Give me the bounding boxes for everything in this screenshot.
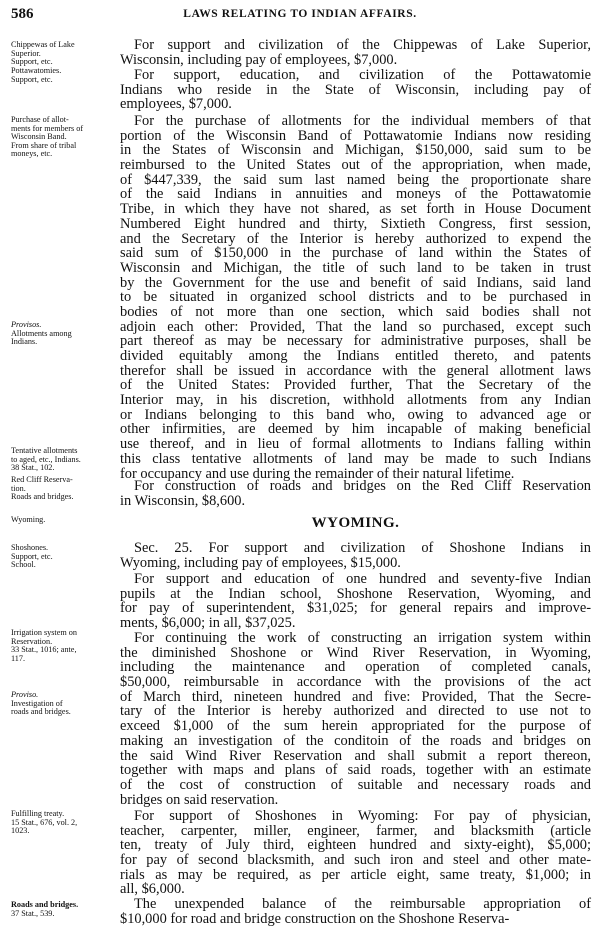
- paragraph-fulfilling-treaty: [120, 809, 591, 897]
- text-line: in Wisconsin, $8,600.: [120, 492, 246, 509]
- margin-note-line: Tentative allotments: [11, 446, 78, 455]
- paragraph-chippewas: [120, 38, 591, 67]
- text-line: the diminished Shoshone or Wind River Reservation, in Wyoming,: [120, 644, 591, 661]
- margin-note-line: Wyoming.: [11, 515, 46, 524]
- text-line: $10,000 for road and bridge construction on the Shoshone Reserva-: [120, 910, 510, 927]
- text-line: including the maintenance and operation of completed canals,: [120, 659, 591, 676]
- text-line: for occupancy and use during the remainder of their natural lifetime.: [120, 465, 515, 482]
- text-line: Wisconsin, including pay of employees, $7,000.: [120, 51, 398, 68]
- paragraph-irrigation: [120, 631, 591, 807]
- margin-note-line: 1023.: [11, 826, 30, 835]
- text-line: of March third, nineteen hundred and five: Provided, That the Secre-: [120, 688, 591, 705]
- margin-note-line: Purchase of allot-: [11, 115, 69, 124]
- text-line: in the States of Wisconsin and Michigan, $150,000, said sum to be: [120, 142, 591, 159]
- text-line: Numbered Eight hundred and thirty, Sixtieth Congress, first session,: [120, 215, 591, 232]
- text-line: this class tentative allotments of land may be made to such Indians: [120, 450, 591, 467]
- margin-note: [11, 41, 117, 67]
- text-line: other infirmities, are deemed by him incapable of making beneficial: [120, 421, 591, 438]
- text-line: teacher, carpenter, miller, engineer, farmer, and blacksmith (article: [120, 822, 591, 839]
- margin-note-line: Support, etc.: [11, 57, 53, 66]
- text-line: by the Government for the use and benefit of said Indians, said land: [120, 274, 591, 291]
- text-line: Tribe, in which they have not shared, as set forth in House Document: [120, 201, 591, 218]
- margin-note-line: 15 Stat., 676, vol. 2,: [11, 817, 78, 827]
- margin-note-line: Red Cliff Reserva-: [11, 475, 73, 484]
- text-line: therefor shall be issued in accordance with the general allotment laws: [120, 362, 591, 379]
- text-line: reimbursed to the United States out of the appropriation, when made,: [120, 157, 591, 174]
- text-line: making an investigation of the conditoin of the roads and bridges on: [120, 732, 591, 749]
- text-line: For support and civilization of the Chippewas of Lake Superior,: [134, 37, 591, 53]
- margin-note-line: 117.: [11, 653, 26, 663]
- paragraph-roads-bridges: [120, 897, 591, 926]
- text-line: together with maps and plans of said roads, together with an estimate: [120, 762, 591, 779]
- margin-note-line: Pottawatomies.: [11, 66, 62, 75]
- margin-note-heading: Proviso.: [11, 690, 39, 699]
- margin-note-line: tion.: [11, 483, 26, 493]
- text-line: pupils at the Indian school, Shoshone Reservation, Wyoming, and: [120, 585, 591, 602]
- margin-note-line: Support, etc.: [11, 551, 53, 561]
- margin-note: [11, 447, 117, 473]
- text-line: the said Wind River Reservation and shall submit a report thereon,: [120, 747, 591, 764]
- text-line: of $447,339, the said sum last named being the proportionate share: [120, 171, 591, 188]
- page-number: 586: [11, 6, 34, 22]
- margin-note-line: Investigation of: [11, 698, 63, 708]
- margin-note: [11, 901, 117, 918]
- margin-note: [11, 691, 117, 717]
- margin-note: [11, 321, 117, 347]
- margin-note-line: Shoshones.: [11, 543, 49, 552]
- text-line: employees, $7,000.: [120, 96, 232, 113]
- text-line: tary of the Interior is hereby authorized and directed to use not to: [120, 703, 591, 720]
- paragraph-shoshone-school: [120, 572, 591, 631]
- text-line: to be situated in organized school districts and to be purchased in: [120, 289, 591, 306]
- text-line: of the said Indians in annuities and moneys of the Pottawatomie: [120, 186, 591, 203]
- paragraph-shoshone-support: [120, 541, 591, 570]
- text-line: Wyoming, including pay of employees, $15,000.: [120, 554, 401, 571]
- text-line: Sec. 25. For support and civilization of Shoshone Indians in: [134, 540, 591, 556]
- text-line: use thereof, and in lieu of formal allotments to Indians falling within: [120, 436, 591, 453]
- text-line: for pay of superintendent, $31,025; for general repairs and improve-: [120, 600, 591, 617]
- text-line: said sum of $150,000 in the purchase of land within the States of: [120, 245, 591, 262]
- margin-note-line: Irrigation system on: [11, 628, 77, 637]
- margin-note-line: roads and bridges.: [11, 707, 71, 716]
- text-line: divided equitably among the Indians entitled thereto, and patents: [120, 348, 591, 364]
- text-line: of the cost of construction of suitable and necessary roads and: [120, 776, 591, 793]
- margin-note-heading: Provisos.: [11, 320, 42, 329]
- margin-note-line: School.: [11, 560, 36, 569]
- margin-note-line: Fulfilling treaty.: [11, 809, 65, 818]
- margin-note-line: Indians.: [11, 337, 38, 346]
- text-line: ments, $6,000; in all, $37,025.: [120, 615, 296, 632]
- margin-note: [11, 116, 117, 159]
- margin-note-line: 38 Stat., 102.: [11, 463, 55, 472]
- margin-note-line: Support, etc.: [11, 74, 53, 84]
- text-line: rials as may be required, as per article eight, same treaty, $1,000; in: [120, 866, 591, 883]
- text-line: or Indians belonging to this band who, owing to advanced age or: [120, 406, 591, 423]
- text-line: Interior may, in his discretion, withhold allotments from any Indian: [120, 392, 591, 409]
- paragraph-purchase-allotments: [120, 114, 591, 481]
- margin-note: [11, 629, 117, 663]
- text-line: bridges on said reservation.: [120, 791, 279, 808]
- text-line: For support and education of one hundred and seventy-five Indian: [134, 571, 591, 587]
- margin-note-line: to aged, etc., Indians.: [11, 454, 81, 464]
- text-line: and the Secretary of the Interior is hereby authorized to expend the: [120, 230, 591, 247]
- margin-note-line: Roads and bridges.: [11, 900, 79, 909]
- margin-note-line: Wisconsin Band.: [11, 132, 67, 141]
- running-title: LAWS RELATING TO INDIAN AFFAIRS.: [183, 8, 417, 20]
- text-line: all, $6,000.: [120, 881, 185, 898]
- margin-note: [11, 516, 117, 525]
- text-line: For construction of roads and bridges on the Red Cliff Reservation: [134, 478, 591, 494]
- margin-note-line: moneys, etc.: [11, 149, 53, 158]
- margin-note-line: Chippewas of Lake: [11, 40, 75, 49]
- text-line: part thereof as may be necessary for administrative purposes, shall be: [120, 333, 591, 350]
- margin-note: [11, 476, 117, 502]
- text-line: Wisconsin and Michigan, the title of such land to be taken in trust: [120, 259, 591, 276]
- margin-note-line: Roads and bridges.: [11, 492, 74, 501]
- margin-note-line: ments for members of: [11, 123, 84, 133]
- text-line: portion of the Wisconsin Band of Pottawatomie Indians now residing: [120, 127, 591, 144]
- running-header: [11, 6, 589, 26]
- text-line: For the purchase of allotments for the individual members of that: [134, 113, 591, 129]
- margin-note-line: From share of tribal: [11, 140, 77, 150]
- text-line: of the United States: Provided further, That the Secretary of the: [120, 377, 591, 394]
- text-line: ten, treaty of July third, eighteen hundred and sixty-eight), $5,000;: [120, 837, 591, 854]
- text-line: The unexpended balance of the reimbursable appropriation of: [134, 896, 591, 912]
- section-heading: WYOMING.: [311, 515, 400, 531]
- margin-note-line: 37 Stat., 539.: [11, 908, 55, 918]
- text-line: $50,000, reimbursable in accordance with the provisions of the act: [120, 674, 591, 691]
- margin-note: [11, 544, 117, 570]
- text-line: adjoin each other: Provided, That the land so purchased, except such: [120, 318, 591, 335]
- paragraph-red-cliff: [120, 479, 591, 508]
- text-line: For support, education, and civilization of the Pottawatomie: [134, 67, 591, 83]
- text-line: Indians who reside in the State of Wisconsin, including pay of: [120, 81, 591, 98]
- margin-note: [11, 67, 117, 84]
- margin-note-line: 33 Stat., 1016; ante,: [11, 645, 77, 654]
- text-line: for pay of second blacksmith, and such iron and steel and other mate-: [120, 852, 591, 869]
- margin-note-line: Allotments among: [11, 328, 72, 338]
- text-line: For support of Shoshones in Wyoming: For pay of physician,: [134, 808, 591, 824]
- margin-note-line: Reservation.: [11, 636, 53, 646]
- text-line: For continuing the work of constructing an irrigation system within: [134, 630, 591, 646]
- text-line: bodies of not more than one section, which said bodies shall not: [120, 303, 591, 320]
- margin-note: [11, 810, 117, 836]
- margin-note-line: Superior.: [11, 48, 41, 58]
- text-line: exceed $1,000 of the sum herein appropriated for the purpose of: [120, 718, 591, 735]
- paragraph-pottawatomies: [120, 68, 591, 112]
